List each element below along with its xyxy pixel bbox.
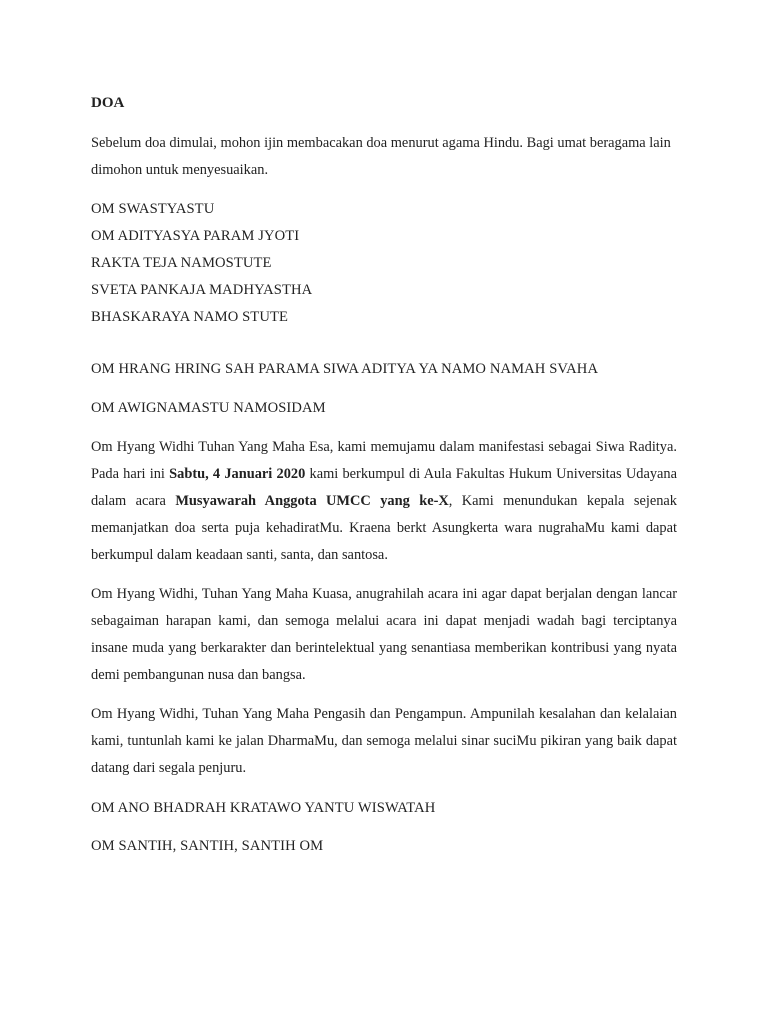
paragraph-opening-text-1: Om Hyang Widhi Tuhan Yang Maha Esa, kami memujamu dalam manifestasi sebagai Siwa Raditya. Pada hari ini [91, 439, 677, 482]
event-date: Sabtu, 4 Januari 2020 [169, 466, 306, 482]
mantra-line: OM SWASTYASTU [91, 201, 215, 217]
mantra-line: RAKTA TEJA NAMOSTUTE [91, 255, 272, 271]
paragraph-forgiveness: Om Hyang Widhi, Tuhan Yang Maha Pengasih dan Pengampun. Ampunilah kesalahan dan kelalaian kami, tuntunlah kami ke jalan DharmaMu, dan semoga melalui sinar suciMu pikiran yang baik dapat datang dari segala penjuru. [91, 706, 677, 776]
mantra-stanza [91, 196, 677, 331]
paragraph-blessing: Om Hyang Widhi, Tuhan Yang Maha Kuasa, anugrahilah acara ini agar dapat berjalan dengan lancar sebagaiman harapan kami, dan semoga melalui acara ini dapat menjadi wadah bagi terciptanya insane muda yang berkarakter dan berintelektual yang senantiasa memberikan kontribusi yang nyata demi pembangunan nusa dan bangsa. [91, 586, 677, 683]
paragraph-opening-text-2: kami berkumpul di Aula Fakultas Hukum Universitas Udayana dalam acara [91, 466, 677, 509]
mantra-santih: OM SANTIH, SANTIH, SANTIH OM [91, 838, 324, 854]
mantra-line: OM ADITYASYA PARAM JYOTI [91, 228, 300, 244]
mantra-ano: OM ANO BHADRAH KRATAWO YANTU WISWATAH [91, 800, 436, 816]
event-name: Musyawarah Anggota UMCC yang ke-X [175, 493, 449, 509]
mantra-line: BHASKARAYA NAMO STUTE [91, 309, 288, 325]
intro-paragraph: Sebelum doa dimulai, mohon ijin membacakan doa menurut agama Hindu. Bagi umat beragama lain dimohon untuk menyesuaikan. [91, 135, 671, 178]
mantra-awignam: OM AWIGNAMASTU NAMOSIDAM [91, 400, 326, 416]
paragraph-opening-text-3: , Kami menundukan kepala sejenak memanjatkan doa serta puja kehadiratMu. Kraena berkt Asungkerta wara nugrahaMu kami dapat berkumpul dalam keadaan santi, santa, dan santosa. [91, 493, 677, 563]
mantra-hrang: OM HRANG HRING SAH PARAMA SIWA ADITYA YA NAMO NAMAH SVAHA [91, 361, 599, 377]
document-title: DOA [91, 95, 125, 111]
paragraph-opening [91, 434, 677, 569]
document-page [91, 0, 677, 1024]
mantra-line: SVETA PANKAJA MADHYASTHA [91, 282, 313, 298]
